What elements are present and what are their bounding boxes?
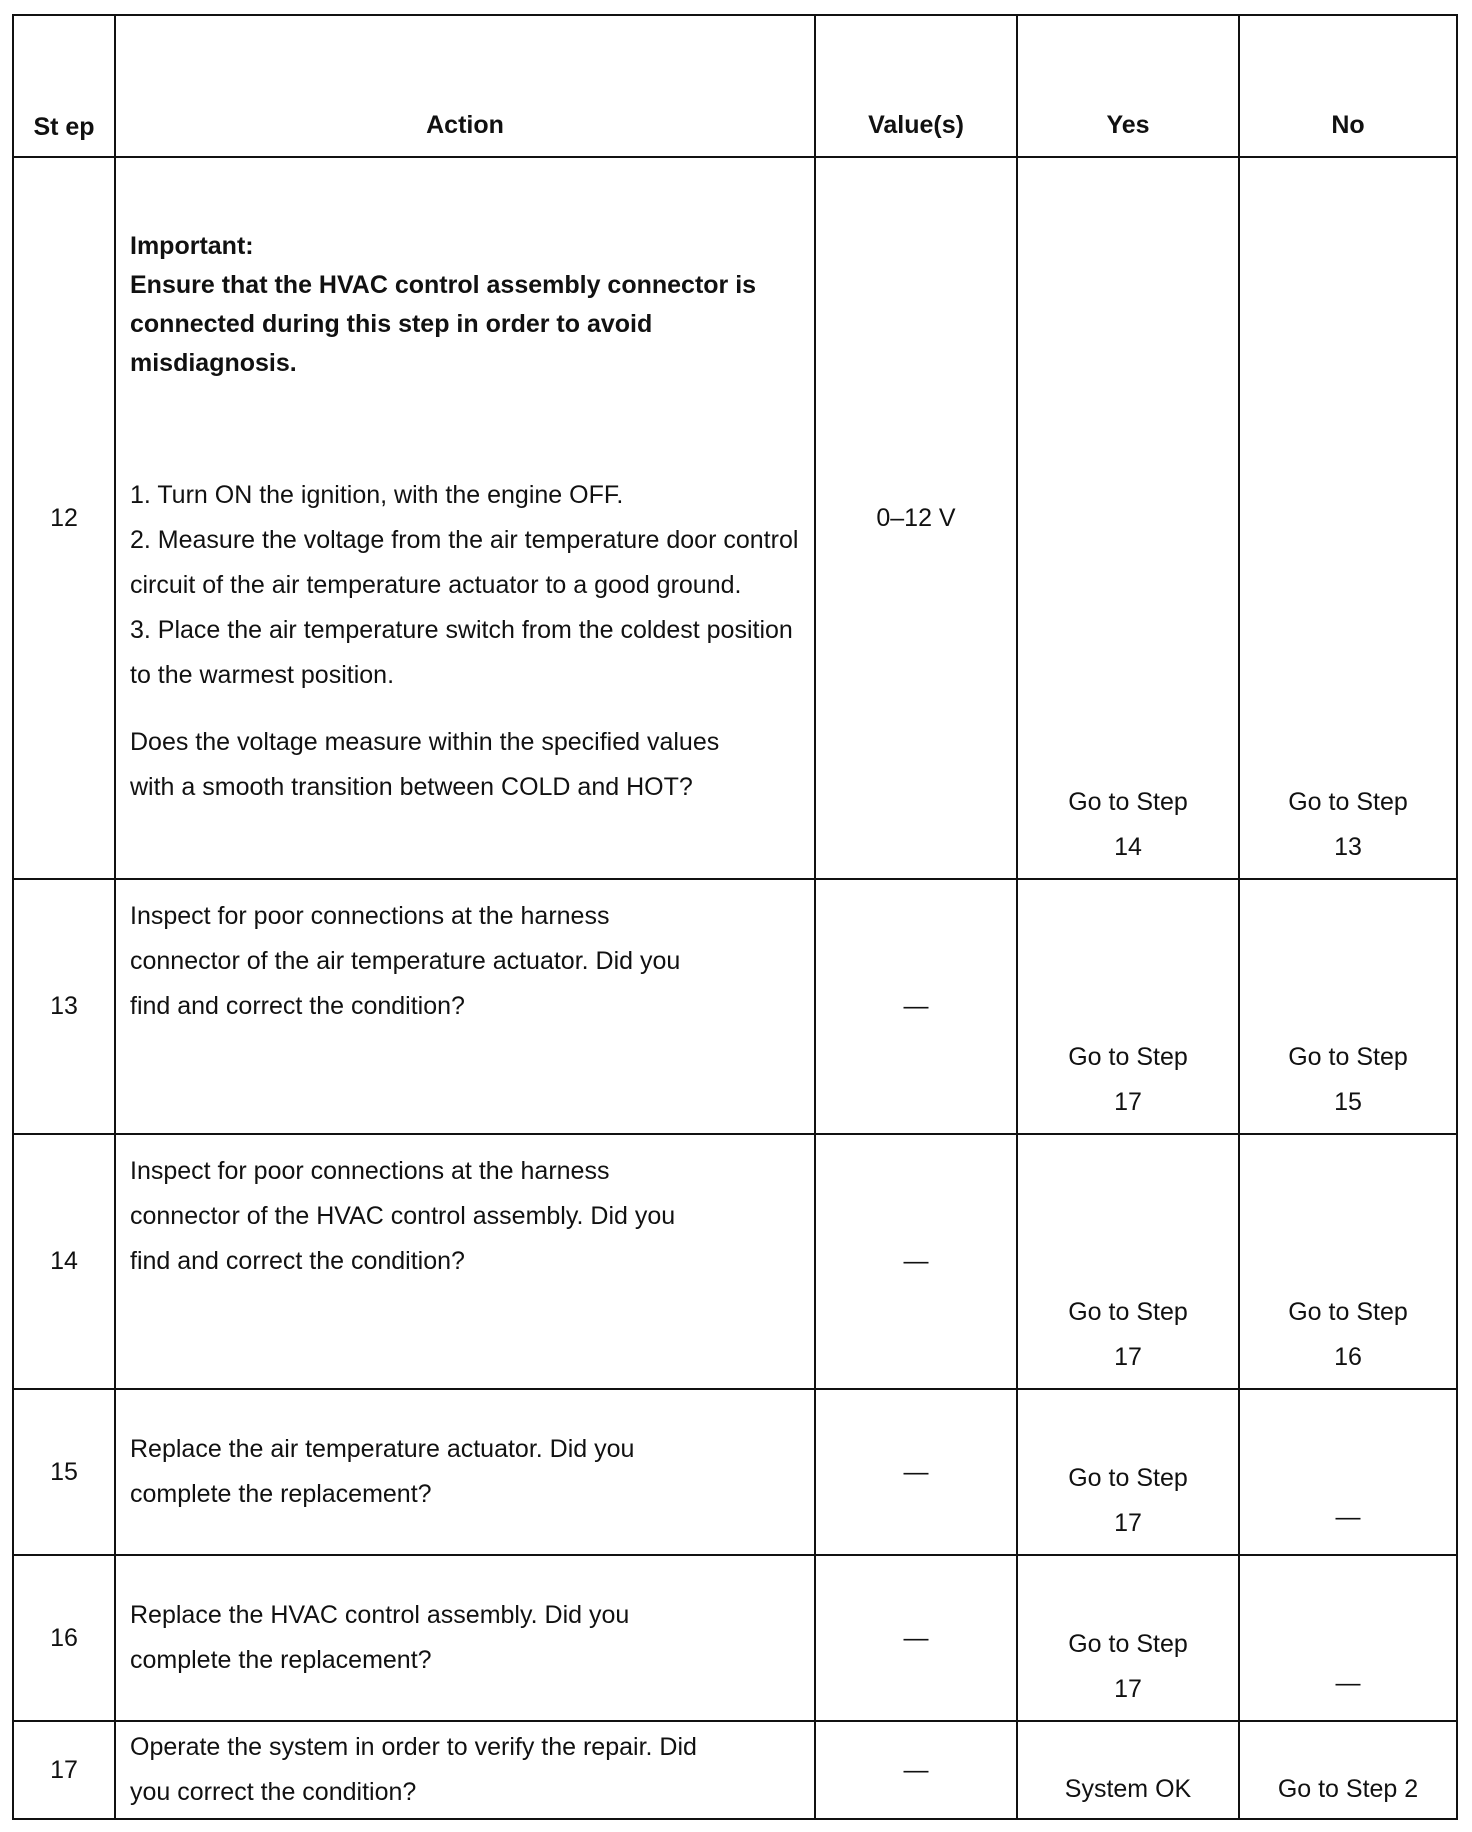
- header-step: St ep: [13, 15, 115, 157]
- table-row-step-13: [13, 879, 1457, 1134]
- yes-cell: [1017, 1555, 1239, 1721]
- yes-cell: [1017, 1389, 1239, 1555]
- step-number: 15: [13, 1389, 115, 1555]
- diagnostic-table: [12, 14, 1458, 1820]
- yes-text: Go to Step 17: [1068, 1630, 1188, 1703]
- important-text: Ensure that the HVAC control assembly connector is connected during this step in order to avoid misdiagnosis.: [130, 270, 757, 377]
- action-text: Inspect for poor connections at the harness connector of the air temperature actuator. Did you find and correct the condition?: [130, 902, 681, 1020]
- action-cell: [115, 1721, 815, 1819]
- no-cell: [1239, 1134, 1457, 1389]
- table-row-step-15: [13, 1389, 1457, 1555]
- action-cell: [115, 157, 815, 879]
- value-cell: —: [815, 1555, 1017, 1721]
- table-row-step-12: [13, 157, 1457, 879]
- value-cell: —: [815, 879, 1017, 1134]
- yes-text: Go to Step 17: [1068, 1298, 1188, 1371]
- action-question: Does the voltage measure within the specified values with a smooth transition between COLD and HOT?: [130, 727, 720, 801]
- action-cell: [115, 1555, 815, 1721]
- action-item-3: 3. Place the air temperature switch from the coldest position to the warmest position.: [130, 615, 793, 689]
- important-label: Important:: [130, 231, 254, 260]
- action-text: Replace the air temperature actuator. Did you complete the replacement?: [130, 1435, 635, 1508]
- value-cell: —: [815, 1389, 1017, 1555]
- no-text: Go to Step 15: [1288, 1043, 1408, 1116]
- important-note: [130, 227, 800, 383]
- table-row-step-14: [13, 1134, 1457, 1389]
- no-text: Go to Step 16: [1288, 1298, 1408, 1371]
- yes-text: Go to Step 14: [1068, 788, 1188, 861]
- step-number: 17: [13, 1721, 115, 1819]
- yes-cell: [1017, 157, 1239, 879]
- value-cell: —: [815, 1134, 1017, 1389]
- header-yes: Yes: [1017, 15, 1239, 157]
- no-cell: Go to Step 2: [1239, 1721, 1457, 1819]
- value-cell: —: [815, 1721, 1017, 1819]
- yes-cell: [1017, 1134, 1239, 1389]
- no-cell: [1239, 157, 1457, 879]
- action-text: Replace the HVAC control assembly. Did you complete the replacement?: [130, 1601, 630, 1674]
- table-row-step-17: [13, 1721, 1457, 1819]
- action-item-1: 1. Turn ON the ignition, with the engine OFF.: [130, 480, 624, 509]
- yes-cell: [1017, 879, 1239, 1134]
- no-cell: —: [1239, 1389, 1457, 1555]
- step-number: 12: [13, 157, 115, 879]
- table-row-step-16: [13, 1555, 1457, 1721]
- header-values: Value(s): [815, 15, 1017, 157]
- step-number: 14: [13, 1134, 115, 1389]
- action-cell: [115, 879, 815, 1134]
- yes-cell: System OK: [1017, 1721, 1239, 1819]
- no-cell: [1239, 879, 1457, 1134]
- no-cell: —: [1239, 1555, 1457, 1721]
- no-text: Go to Step 13: [1288, 788, 1408, 861]
- action-cell: [115, 1134, 815, 1389]
- action-item-2: 2. Measure the voltage from the air temperature door control circuit of the air temperature actuator to a good ground.: [130, 525, 799, 599]
- yes-text: Go to Step 17: [1068, 1043, 1188, 1116]
- action-text: Inspect for poor connections at the harness connector of the HVAC control assembly. Did you find and correct the condition?: [130, 1157, 676, 1275]
- step-number: 16: [13, 1555, 115, 1721]
- header-action: Action: [115, 15, 815, 157]
- action-text: Operate the system in order to verify the repair. Did you correct the condition?: [130, 1733, 697, 1806]
- header-row: [13, 15, 1457, 157]
- step-number: 13: [13, 879, 115, 1134]
- value-cell: 0–12 V: [815, 157, 1017, 879]
- action-cell: [115, 1389, 815, 1555]
- yes-text: Go to Step 17: [1068, 1464, 1188, 1537]
- header-no: No: [1239, 15, 1457, 157]
